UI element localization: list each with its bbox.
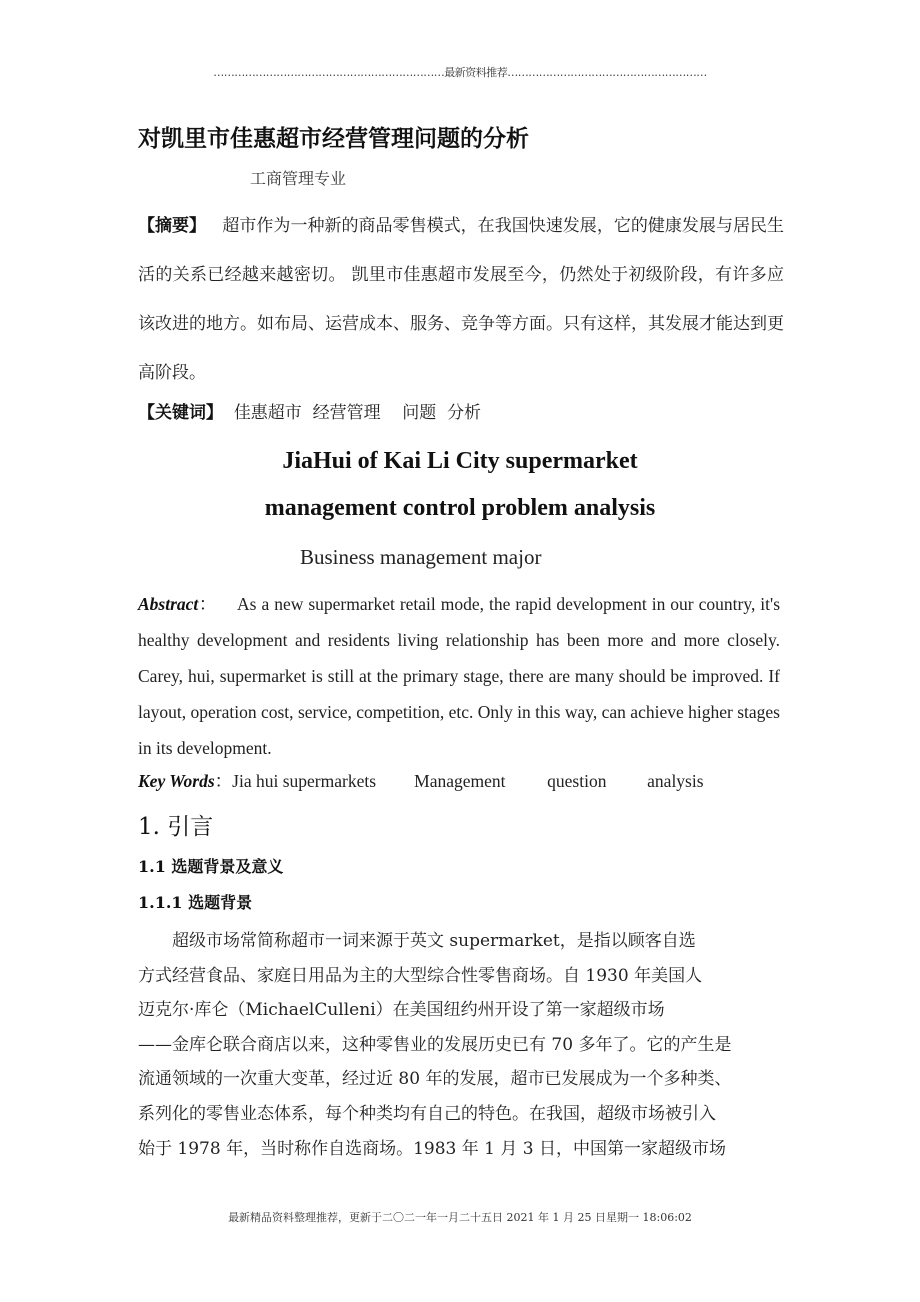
page-header: …………………………………………………………最新资料推荐………………………………………………… — [213, 66, 707, 79]
english-keyword: Jia hui supermarkets — [232, 771, 377, 791]
english-title-line-2: management control problem analysis — [264, 495, 656, 521]
chinese-keyword: 经营管理 — [312, 403, 381, 423]
english-keyword: question — [547, 771, 607, 791]
chinese-keywords-label: 【关键词】 — [138, 403, 223, 423]
subsubsection-heading: 1.1.1 选题背景 — [138, 893, 253, 912]
body-line: ——金库仑联合商店以来，这种零售业的发展历史已有 70 多年了。它的产生是 — [138, 1034, 732, 1055]
body-line: 迈克尔·库仑（MichaelCulleni）在美国纽约州开设了第一家超级市场 — [138, 1000, 665, 1021]
english-abstract-text: As a new supermarket retail mode, the rapid development in our country, it's healthy development and residents living relationship has been more and more closely. Carey, hui, supermarket is still at the primary stage, there are many should be improved. If layout, operation cost, service, competition, etc. Only in this way, can achieve higher stages in its development. — [138, 594, 780, 758]
english-major: Business management major — [300, 545, 542, 569]
chinese-abstract — [138, 202, 784, 398]
subsection-heading: 1.1 选题背景及意义 — [138, 857, 284, 876]
english-abstract-colon: ： — [198, 594, 218, 614]
page-footer: 最新精品资料整理推荐，更新于二〇二一年一月二十五日 2021 年 1 月 25 日星期一 18:06:02 — [228, 1211, 692, 1224]
body-line: 流通领域的一次重大变革，经过近 80 年的发展，超市已发展成为一个多种类、 — [138, 1069, 732, 1090]
english-keywords-label: Key Words — [138, 771, 215, 791]
chinese-keyword: 问题 — [402, 403, 437, 423]
section-heading: 1. 引言 — [138, 814, 214, 840]
chinese-keyword: 分析 — [447, 403, 482, 423]
english-keyword: analysis — [647, 771, 704, 791]
english-keyword: Management — [414, 771, 506, 791]
chinese-abstract-label: 【摘要】 — [138, 216, 207, 236]
english-keywords-colon: ： — [214, 771, 233, 791]
chinese-abstract-text: 超市作为一种新的商品零售模式，在我国快速发展，它的健康发展与居民生活的关系已经越来越密切。 凯里市佳惠超市发展至今，仍然处于初级阶段，有许多应该改进的地方。如布局、运营成本、服务、竞争等方面。只有这样，其发展才能达到更高阶段。 — [138, 216, 785, 383]
body-line: 超级市场常简称超市一词来源于英文 supermarket，是指以顾客自选 — [138, 931, 696, 951]
chinese-keywords — [138, 398, 481, 423]
chinese-major: 工商管理专业 — [250, 169, 347, 188]
english-abstract-label: Abstract — [138, 594, 199, 614]
body-line: 方式经营食品、家庭日用品为主的大型综合性零售商场。自 1930 年美国人 — [138, 965, 703, 986]
english-keywords — [138, 768, 704, 793]
body-line: 始于 1978 年，当时称作自选商场。1983 年 1 月 3 日，中国第一家超级市场 — [138, 1138, 726, 1159]
chinese-title: 对凯里市佳惠超市经营管理问题的分析 — [138, 126, 529, 152]
body-line: 系列化的零售业态体系，每个种类均有自己的特色。在我国，超级市场被引入 — [138, 1103, 716, 1124]
section-body — [138, 924, 782, 1166]
english-abstract — [138, 586, 780, 766]
chinese-keyword: 佳惠超市 — [233, 403, 302, 423]
english-title-line-1: JiaHui of Kai Li City supermarket — [282, 448, 638, 474]
